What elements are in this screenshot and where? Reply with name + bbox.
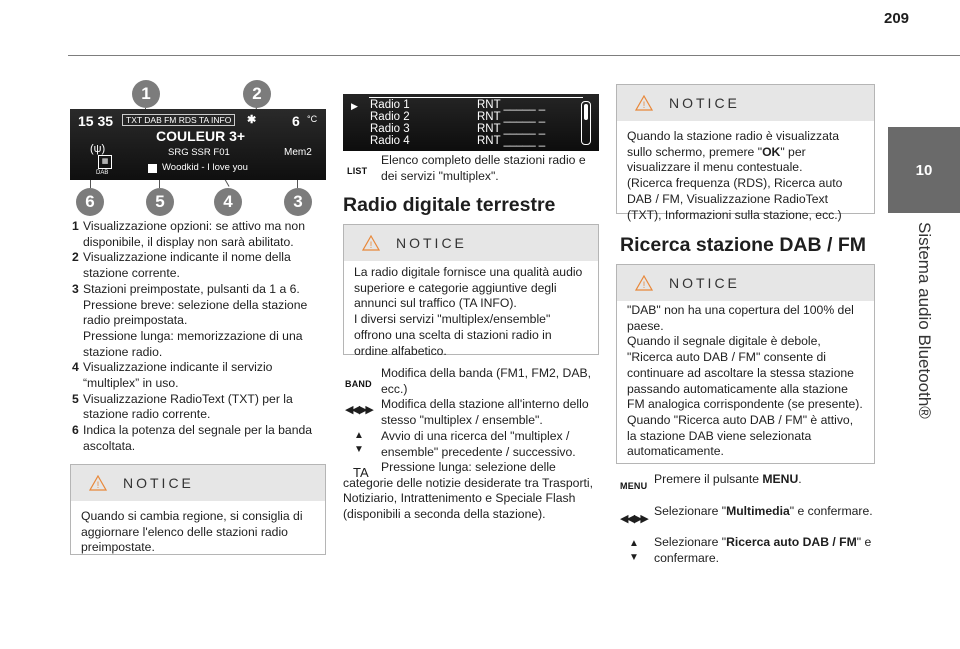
notice-text: "DAB" non ha una copertura del 100% del paese. Quando il segnale digitale è debole, "Ricerca auto DAB / FM" consente di continuare ad ascoltare la stessa stazione passando automaticamente alla stazione FM analogica corrispondente (se presente). Quando "Ricerca auto DAB / FM" è attivo, la stazione DAB viene selezionata automaticamente. (627, 303, 863, 459)
radio-name: Radio 2 (370, 111, 410, 123)
legend-item (72, 392, 332, 423)
bluetooth-icon: ✱ (247, 114, 257, 126)
legend-number: 1 (72, 219, 79, 233)
legend-list (72, 219, 332, 455)
scrollbar-thumb[interactable] (584, 104, 588, 120)
notice-text: La radio digitale fornisce una qualità audio superiore e categorie aggiuntive degli annunci sul traffico (TA INFO). I diversi servizi "multiplex/ensemble" offrono una scelta di stazioni radio in ordine alfabetico. (354, 265, 583, 358)
svg-text:!: ! (96, 480, 100, 490)
radio-rnt-value: RNT _____ _ (477, 135, 546, 147)
notice-title: NOTICE (669, 95, 740, 111)
notice-title: NOTICE (123, 475, 194, 491)
legend-item (72, 250, 332, 281)
radio-rnt-value: RNT _____ _ (477, 111, 546, 123)
warning-icon (362, 235, 380, 251)
updown-text: Avvio di una ricerca del "multiplex / ensemble" precedente / successivo. (381, 429, 576, 459)
notice-header (617, 265, 874, 301)
legend-item (72, 219, 332, 250)
legend-number: 6 (72, 423, 79, 438)
list-icon: LIST (347, 166, 368, 176)
legend-text: Visualizzazione opzioni: se attivo ma non disponibile, il display non sarà abilitato. (83, 219, 305, 249)
legend-text: Indica la potenza del segnale per la banda ascoltata. (83, 423, 313, 453)
notice-header (617, 85, 874, 121)
band-icon: BAND (345, 379, 372, 389)
legend-number: 5 (72, 391, 79, 406)
list-rule (369, 97, 583, 98)
display-station: COULEUR 3+ (156, 128, 246, 144)
list-text: Elenco completo delle stazioni radio e dei servizi "multiplex". (381, 153, 586, 183)
step-bold: Multimedia (726, 504, 790, 518)
chapter-title-text: Sistema audio Bluetooth® (915, 222, 934, 419)
legend-item (72, 423, 332, 454)
radio-name: Radio 3 (370, 123, 410, 135)
step-text: . (798, 472, 802, 486)
legend-text: Visualizzazione RadioText (TXT) per la stazione radio corrente. (83, 391, 293, 422)
radio-display (70, 109, 326, 180)
step-bold: Ricerca auto DAB / FM (726, 535, 857, 549)
menu-icon: MENU (620, 481, 648, 491)
legend-item (72, 360, 332, 391)
notice-box-region (616, 84, 875, 222)
up-down-arrows-icon: ▲ ▼ (354, 430, 364, 455)
radio-rnt-value: RNT _____ _ (477, 123, 546, 135)
up-down-arrows-icon: ▲ ▼ (629, 538, 639, 563)
step-2 (654, 504, 874, 520)
callout-3: 3 (284, 188, 312, 216)
legend-text: Visualizzazione indicante il servizio “multiplex” in uso. (83, 360, 273, 391)
display-temp-unit: °C (307, 114, 318, 124)
step-text: Premere il pulsante (654, 472, 763, 486)
scrollbar[interactable] (581, 101, 591, 145)
ta-text: Pressione lunga: selezione delle categorie delle notizie desiderate tra Trasporti, Notiziario, Intrattenimento e Speciale Flash (disponibili a seconda della stazione). (343, 460, 593, 522)
display-preset: 6 (292, 113, 300, 129)
display-time: 15 35 (78, 113, 114, 129)
radio-name: Radio 4 (370, 135, 410, 147)
heading-dab: Radio digitale terrestre (343, 194, 556, 216)
dab-icon: ▦ (98, 155, 112, 169)
radio-name: Radio 1 (370, 99, 410, 111)
radio-rnt (477, 99, 545, 147)
step-text: Selezionare " (654, 535, 727, 549)
warning-icon (89, 475, 107, 491)
notice-text-part: Quando la stazione radio è visualizzata sullo schermo, premere " (627, 129, 840, 159)
step-3 (654, 535, 874, 566)
notice-header (71, 465, 325, 501)
left-right-arrows-icon: ◀◀ ▶▶ (620, 513, 647, 525)
warning-icon (635, 275, 653, 291)
svg-text:!: ! (642, 280, 646, 290)
notice-box-region (70, 464, 326, 555)
ta-icon: TA (353, 465, 369, 480)
callout-1: 1 (132, 80, 160, 108)
step-bold: MENU (762, 472, 799, 486)
legend-text: Stazioni preimpostate, pulsanti da 1 a 6. Pressione breve: selezione della stazione radio preimpostata. Pressione lunga: memorizzazione di una stazione radio. (83, 281, 308, 359)
play-icon: ▶ (351, 101, 358, 111)
left-right-arrows-icon: ◀◀ ▶▶ (345, 404, 372, 416)
band-text: Modifica della banda (FM1, FM2, DAB, ecc.) (381, 366, 591, 396)
callout-4: 4 (214, 188, 242, 216)
notice-text: Quando si cambia regione, si consiglia di aggiornare l'elenco delle stazioni radio preimpostate. (81, 509, 303, 555)
callout-5: 5 (146, 188, 174, 216)
station-list-display (343, 94, 599, 151)
step-text: " e confermare. (654, 535, 872, 565)
notice-box-region (616, 264, 875, 464)
radiotext-icon (148, 164, 157, 173)
notice-title: NOTICE (396, 235, 467, 251)
step-text: Selezionare " (654, 504, 727, 518)
radio-rnt-value: RNT _____ _ (477, 99, 546, 111)
legend-number: 3 (72, 281, 79, 296)
notice-text-part: (Ricerca frequenza (RDS), Ricerca auto DAB / FM, Visualizzazione RadioText (TXT), Informazioni sulla stazione, ecc.) (627, 176, 843, 222)
notice-box-region (343, 224, 599, 358)
radio-names (370, 99, 410, 147)
step-1 (654, 472, 874, 488)
notice-header (344, 225, 598, 261)
legend-item (72, 282, 332, 361)
display-mem: Mem2 (284, 147, 312, 158)
svg-text:!: ! (369, 240, 373, 250)
header-rule (68, 55, 960, 56)
display-multiplex: SRG SSR F01 (168, 147, 230, 158)
heading-search: Ricerca stazione DAB / FM (620, 234, 866, 256)
display-radiotext: Woodkid - I love you (162, 162, 248, 173)
chapter-title (876, 222, 960, 482)
arrows-text: Modifica della stazione all'interno dello stesso "multiplex / ensemble". (381, 397, 589, 427)
notice-text (617, 121, 874, 223)
chapter-tab[interactable]: 10 (888, 127, 960, 213)
legend-text: Visualizzazione indicante il nome della stazione corrente. (83, 250, 291, 281)
warning-icon (635, 95, 653, 111)
legend-number: 4 (72, 360, 79, 375)
callout-2: 2 (243, 80, 271, 108)
signal-icon: (ψ) (90, 143, 106, 155)
legend-number: 2 (72, 250, 79, 265)
step-text: " e confermare. (789, 504, 873, 518)
svg-text:!: ! (642, 100, 646, 110)
callout-6: 6 (76, 188, 104, 216)
display-dab-label: DAB (96, 170, 109, 176)
display-flags: TXT DAB FM RDS TA INFO (122, 114, 235, 126)
page-number: 209 (884, 10, 910, 27)
notice-title: NOTICE (669, 275, 740, 291)
notice-text-part: " per visualizzare il menu contestuale. (627, 144, 806, 175)
notice-text-ok: OK (762, 144, 781, 159)
